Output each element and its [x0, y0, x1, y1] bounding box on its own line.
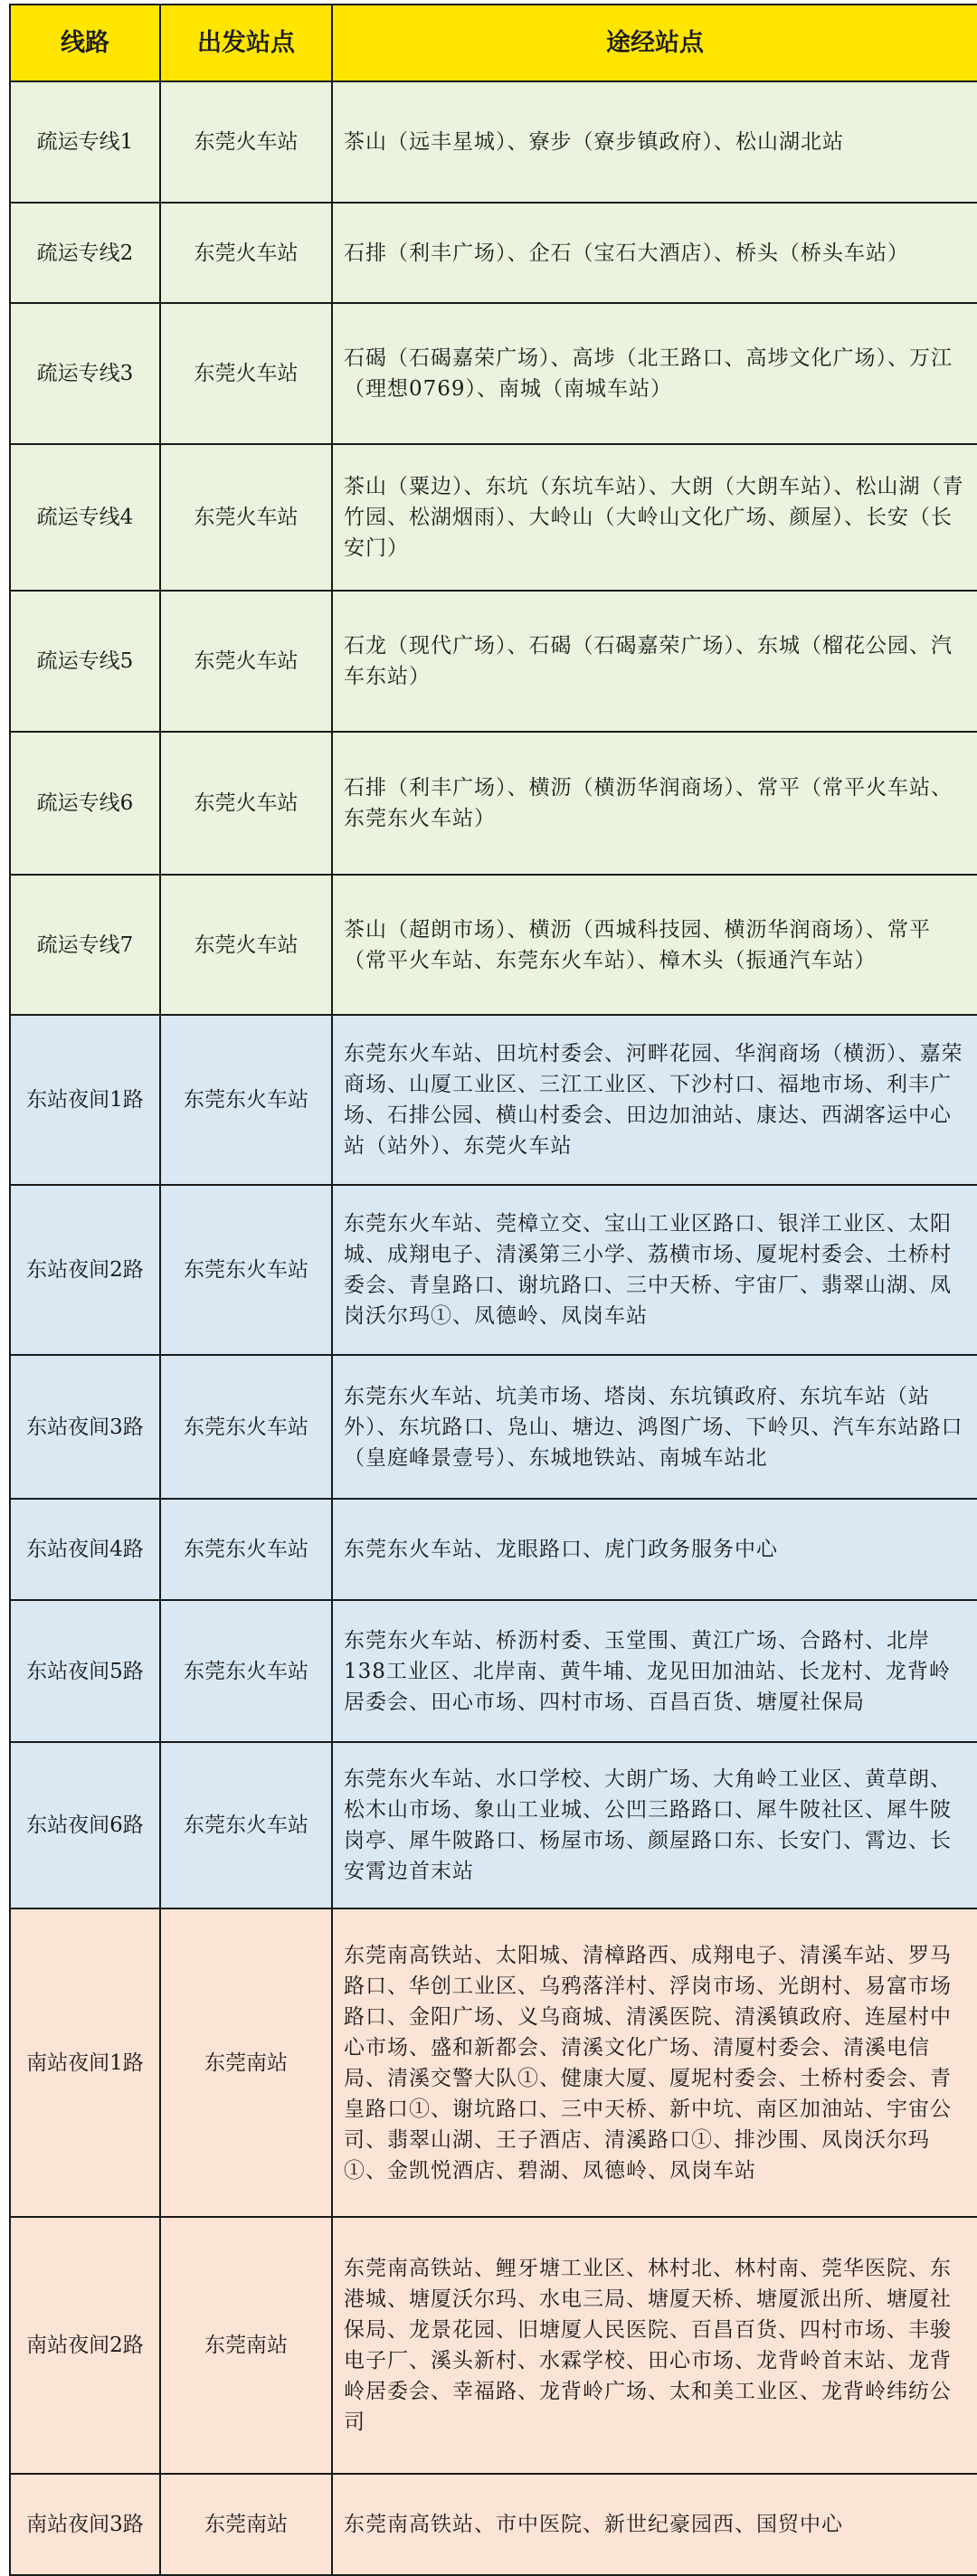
route-stops: 东莞东火车站、桥沥村委、玉堂围、黄江广场、合路村、北岸138工业区、北岸南、黄牛埔、龙见田加油站、长龙村、龙背岭居委会、田心市场、四村市场、百昌百货、塘厦社保局 — [332, 1600, 977, 1742]
header-stops: 途经站点 — [332, 5, 977, 81]
route-origin: 东莞火车站 — [160, 444, 332, 591]
table-row — [10, 2217, 977, 2474]
route-line-name: 疏运专线3 — [10, 303, 160, 444]
route-line-name: 疏运专线7 — [10, 875, 160, 1015]
table-row — [10, 1355, 977, 1499]
route-origin: 东莞东火车站 — [160, 1600, 332, 1742]
table-row — [10, 303, 977, 444]
route-line-name: 疏运专线4 — [10, 444, 160, 591]
route-stops: 石龙（现代广场）、石碣（石碣嘉荣广场）、东城（榴花公园、汽车东站） — [332, 591, 977, 732]
route-line-name: 疏运专线5 — [10, 591, 160, 732]
route-line-name: 东站夜间1路 — [10, 1015, 160, 1185]
table-row — [10, 875, 977, 1015]
route-line-name: 南站夜间3路 — [10, 2474, 160, 2575]
route-origin: 东莞火车站 — [160, 875, 332, 1015]
table-row — [10, 1499, 977, 1600]
route-stops: 石排（利丰广场）、企石（宝石大酒店）、桥头（桥头车站） — [332, 203, 977, 303]
route-stops: 东莞东火车站、田坑村委会、河畔花园、华润商场（横沥）、嘉荣商场、山厦工业区、三江工业区、下沙村口、福地市场、利丰广场、石排公园、横山村委会、田边加油站、康达、西湖客运中心站（站外）、东莞火车站 — [332, 1015, 977, 1185]
table-row — [10, 81, 977, 203]
table-row — [10, 1600, 977, 1742]
table-row — [10, 732, 977, 875]
route-line-name: 东站夜间4路 — [10, 1499, 160, 1600]
route-stops: 东莞南高铁站、鲤牙塘工业区、林村北、林村南、莞华医院、东港城、塘厦沃尔玛、水电三局、塘厦天桥、塘厦派出所、塘厦社保局、龙景花园、旧塘厦人民医院、百昌百货、四村市场、丰骏电子厂、溪头新村、水霖学校、田心市场、龙背岭首末站、龙背岭居委会、幸福路、龙背岭广场、太和美工业区、龙背岭纬纺公司 — [332, 2217, 977, 2474]
route-stops: 茶山（粟边）、东坑（东坑车站）、大朗（大朗车站）、松山湖（青竹园、松湖烟雨）、大岭山（大岭山文化广场、颜屋）、长安（长安门） — [332, 444, 977, 591]
route-origin: 东莞南站 — [160, 2217, 332, 2474]
route-origin: 东莞火车站 — [160, 81, 332, 203]
route-line-name: 疏运专线2 — [10, 203, 160, 303]
route-stops: 东莞南高铁站、市中医院、新世纪豪园西、国贸中心 — [332, 2474, 977, 2575]
table-row — [10, 203, 977, 303]
route-stops: 东莞南高铁站、太阳城、清樟路西、成翔电子、清溪车站、罗马路口、华创工业区、乌鸦落洋村、浮岗市场、光朗村、易富市场路口、金阳广场、义乌商城、清溪医院、清溪镇政府、连屋村中心市场、盛和新都会、清溪文化广场、清厦村委会、清溪电信局、清溪交警大队①、健康大厦、厦坭村委会、土桥村委会、青皇路口①、谢坑路口、三中天桥、新中坑、南区加油站、宇宙公司、翡翠山湖、王子酒店、清溪路口①、排沙围、凤岗沃尔玛①、金凯悦酒店、碧湖、凤德岭、凤岗车站 — [332, 1908, 977, 2217]
route-table — [9, 4, 977, 2576]
route-line-name: 东站夜间2路 — [10, 1185, 160, 1355]
route-origin: 东莞火车站 — [160, 732, 332, 875]
route-stops: 东莞东火车站、水口学校、大朗广场、大角岭工业区、黄草朗、松木山市场、象山工业城、公凹三路路口、犀牛陂社区、犀牛陂岗亭、犀牛陂路口、杨屋市场、颜屋路口东、长安门、霄边、长安霄边首末站 — [332, 1742, 977, 1908]
route-line-name: 疏运专线6 — [10, 732, 160, 875]
table-row — [10, 591, 977, 732]
route-stops: 茶山（远丰星城）、寮步（寮步镇政府）、松山湖北站 — [332, 81, 977, 203]
table-row — [10, 1742, 977, 1908]
route-origin: 东莞火车站 — [160, 303, 332, 444]
route-line-name: 疏运专线1 — [10, 81, 160, 203]
route-stops: 石碣（石碣嘉荣广场）、高埗（北王路口、高埗文化广场）、万江（理想0769）、南城（南城车站） — [332, 303, 977, 444]
route-origin: 东莞东火车站 — [160, 1499, 332, 1600]
route-line-name: 东站夜间3路 — [10, 1355, 160, 1499]
route-stops: 东莞东火车站、坑美市场、塔岗、东坑镇政府、东坑车站（站外）、东坑路口、凫山、塘边、鸿图广场、下岭贝、汽车东站路口（皇庭峰景壹号）、东城地铁站、南城车站北 — [332, 1355, 977, 1499]
route-origin: 东莞东火车站 — [160, 1355, 332, 1499]
table-row — [10, 1185, 977, 1355]
table-row — [10, 2474, 977, 2575]
route-origin: 东莞东火车站 — [160, 1185, 332, 1355]
route-stops: 东莞东火车站、龙眼路口、虎门政务服务中心 — [332, 1499, 977, 1600]
route-origin: 东莞东火车站 — [160, 1015, 332, 1185]
route-origin: 东莞火车站 — [160, 591, 332, 732]
route-stops: 东莞东火车站、莞樟立交、宝山工业区路口、银洋工业区、太阳城、成翔电子、清溪第三小学、荔横市场、厦坭村委会、土桥村委会、青皇路口、谢坑路口、三中天桥、宇宙厂、翡翠山湖、凤岗沃尔玛①、凤德岭、凤岗车站 — [332, 1185, 977, 1355]
header-row — [10, 5, 977, 81]
route-table-sheet — [9, 4, 977, 2567]
route-line-name: 东站夜间6路 — [10, 1742, 160, 1908]
table-row — [10, 1015, 977, 1185]
header-origin: 出发站点 — [160, 5, 332, 81]
route-line-name: 南站夜间2路 — [10, 2217, 160, 2474]
table-row — [10, 444, 977, 591]
route-stops: 茶山（超朗市场）、横沥（西城科技园、横沥华润商场）、常平（常平火车站、东莞东火车站）、樟木头（振通汽车站） — [332, 875, 977, 1015]
route-origin: 东莞南站 — [160, 1908, 332, 2217]
route-origin: 东莞东火车站 — [160, 1742, 332, 1908]
route-stops: 石排（利丰广场）、横沥（横沥华润商场）、常平（常平火车站、东莞东火车站） — [332, 732, 977, 875]
route-line-name: 南站夜间1路 — [10, 1908, 160, 2217]
route-origin: 东莞火车站 — [160, 203, 332, 303]
table-row — [10, 1908, 977, 2217]
header-line: 线路 — [10, 5, 160, 81]
route-origin: 东莞南站 — [160, 2474, 332, 2575]
route-line-name: 东站夜间5路 — [10, 1600, 160, 1742]
